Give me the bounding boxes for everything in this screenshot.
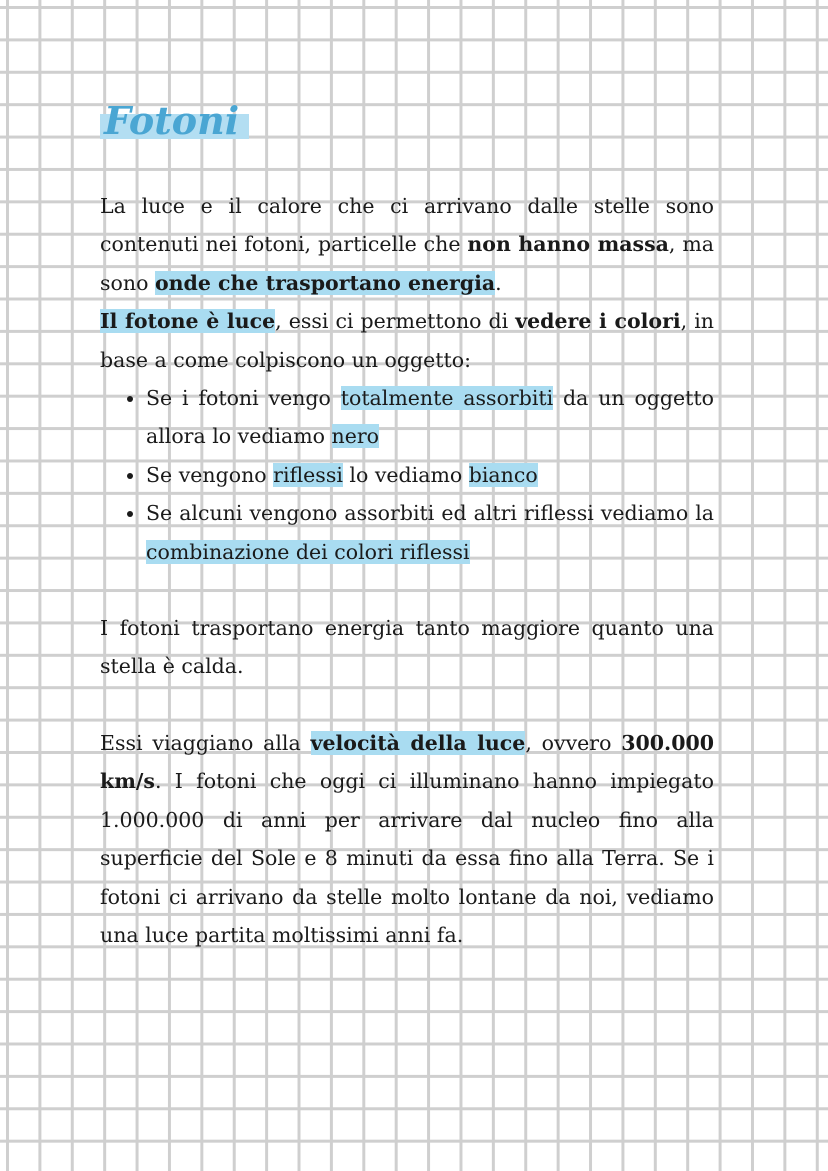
highlight: bianco: [468, 462, 538, 487]
paragraph-intro: [100, 187, 714, 302]
highlight: [311, 731, 526, 755]
paragraph-energy: I fotoni trasportano energia tanto maggiore quanto una stella è calda.: [100, 616, 714, 679]
text-span: Essi viaggiano alla: [100, 730, 311, 755]
bold-text: onde che trasportano energia: [154, 270, 496, 295]
highlight: nero: [331, 424, 380, 449]
text-span: . I fotoni che oggi ci illuminano hanno impiegato 1.000.000 di anni per arrivare dal nucleo fino alla superficie del Sole e 8 minuti da essa fino alla Terra. Se i fotoni ci arrivano da stelle molto lontane da noi, vediamo una luce partita moltissimi anni fa.: [100, 769, 714, 947]
paragraph-colors: [100, 302, 714, 379]
page-title: Fotoni: [100, 98, 249, 143]
text-span: , in base a come colpiscono un oggetto:: [100, 309, 714, 372]
list-item: [146, 494, 714, 571]
text-span: , ma sono: [100, 232, 714, 295]
text-span: lo vediamo: [342, 462, 469, 487]
highlight: [155, 271, 495, 295]
text-span: Se i fotoni vengo: [146, 386, 341, 411]
bold-text: 300.000 km/s: [100, 730, 714, 794]
list-item: [146, 379, 714, 456]
paragraph-speed: [100, 724, 714, 954]
text-span: .: [495, 270, 502, 295]
text-span: Se alcuni vengono assorbiti ed altri riflessi vediamo la: [146, 501, 714, 526]
bold-text: velocità della luce: [310, 730, 526, 755]
list-item: [146, 456, 714, 494]
highlight: [100, 309, 275, 333]
text-span: La luce e il calore che ci arrivano dalle stelle sono contenuti nei fotoni, particelle che: [100, 194, 714, 257]
text-span: , ovvero: [525, 730, 622, 755]
bold-text: non hanno massa: [467, 232, 669, 257]
highlight: combinazione dei colori riflessi: [146, 539, 470, 564]
highlight: riflessi: [273, 462, 343, 487]
text-span: Se vengono: [146, 462, 274, 487]
text-span: da un oggetto allora lo vediamo: [146, 386, 715, 449]
bold-text: vedere i colori: [515, 309, 681, 334]
bullet-list: [100, 379, 714, 571]
bold-text: Il fotone è luce: [100, 309, 276, 334]
document-page: [100, 82, 714, 954]
highlight: totalmente assorbiti: [340, 386, 554, 411]
text-span: , essi ci permettono di: [275, 309, 516, 334]
